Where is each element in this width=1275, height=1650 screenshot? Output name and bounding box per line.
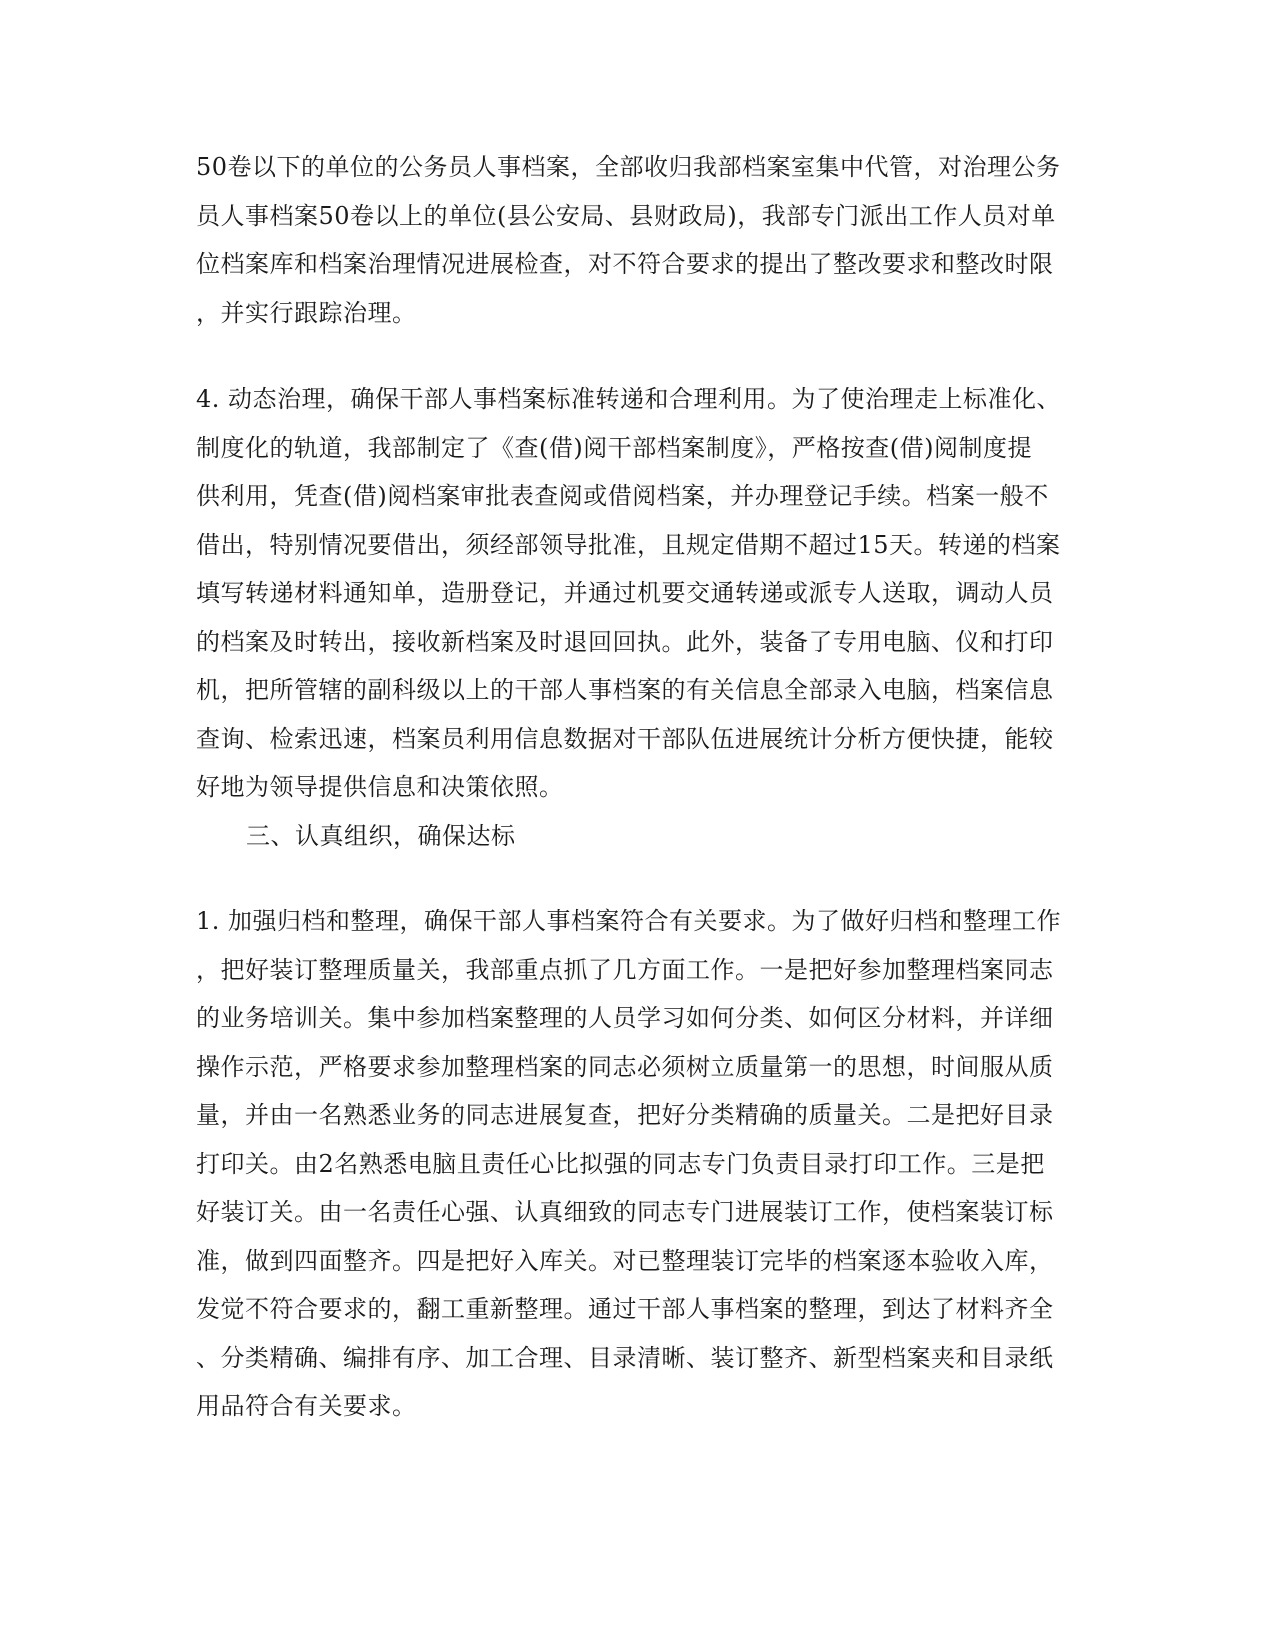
text-line: 的档案及时转出，接收新档案及时退回回执。此外，装备了专用电脑、仪和打印 <box>196 627 1054 656</box>
text-line: 制度化的轨道，我部制定了《查(借)阅干部档案制度》，严格按查(借)阅制度提 <box>196 433 1032 462</box>
text-line: 量，并由一名熟悉业务的同志进展复查，把好分类精确的质量关。二是把好目录 <box>196 1101 1054 1129</box>
text-line: 1. 加强归档和整理，确保干部人事档案符合有关要求。为了做好归档和整理工作 <box>196 907 1062 935</box>
text-line: ，并实行跟踪治理。 <box>196 298 417 327</box>
text-line: 位档案库和档案治理情况进展检查，对不符合要求的提出了整改要求和整改时限 <box>196 250 1054 278</box>
text-line: 好装订关。由一名责任心强、认真细致的同志专门进展装订工作，使档案装订标 <box>196 1198 1054 1226</box>
text-line: 机，把所管辖的副科级以上的干部人事档案的有关信息全部录入电脑，档案信息 <box>196 676 1054 704</box>
paragraph-archive-custody <box>196 143 1076 337</box>
text-line: 发觉不符合要求的，翻工重新整理。通过干部人事档案的整理，到达了材料齐全 <box>196 1295 1054 1323</box>
text-line: 员人事档案50卷以上的单位(县公安局、县财政局)，我部专门派出工作人员对单 <box>196 201 1056 230</box>
text-line: 打印关。由2名熟悉电脑且责任心比拟强的同志专门负责目录打印工作。三是把 <box>196 1149 1045 1178</box>
text-line: 好地为领导提供信息和决策依照。 <box>196 773 564 801</box>
text-line: 供利用，凭查(借)阅档案审批表查阅或借阅档案，并办理登记手续。档案一般不 <box>196 482 1049 510</box>
paragraph-dynamic-management <box>196 375 1076 860</box>
text-line: 准，做到四面整齐。四是把好入库关。对已整理装订完毕的档案逐本验收入库， <box>196 1246 1054 1275</box>
text-line: 查询、检索迅速，档案员利用信息数据对干部队伍进展统计分析方便快捷，能较 <box>196 724 1054 753</box>
paragraph-filing-and-sorting <box>196 897 1076 1431</box>
text-line: 填写转递材料通知单，造册登记，并通过机要交通转递或派专人送取，调动人员 <box>196 579 1054 607</box>
text-line: 、分类精确、编排有序、加工合理、目录清晰、装订整齐、新型档案夹和目录纸 <box>196 1343 1054 1372</box>
text-line: 用品符合有关要求。 <box>196 1392 417 1420</box>
section-heading: 三、认真组织，确保达标 <box>246 821 516 850</box>
text-line: 4. 动态治理，确保干部人事档案标准转递和合理利用。为了使治理走上标准化、 <box>196 385 1062 413</box>
text-line: 的业务培训关。集中参加档案整理的人员学习如何分类、如何区分材料，并详细 <box>196 1004 1054 1032</box>
text-line: 操作示范，严格要求参加整理档案的同志必须树立质量第一的思想，时间服从质 <box>196 1052 1054 1081</box>
text-line: 借出，特别情况要借出，须经部领导批准，且规定借期不超过15天。转递的档案 <box>196 530 1061 559</box>
text-line: ，把好装订整理质量关，我部重点抓了几方面工作。一是把好参加整理档案同志 <box>196 955 1054 984</box>
text-line: 50卷以下的单位的公务员人事档案，全部收归我部档案室集中代管，对治理公务 <box>196 153 1061 181</box>
